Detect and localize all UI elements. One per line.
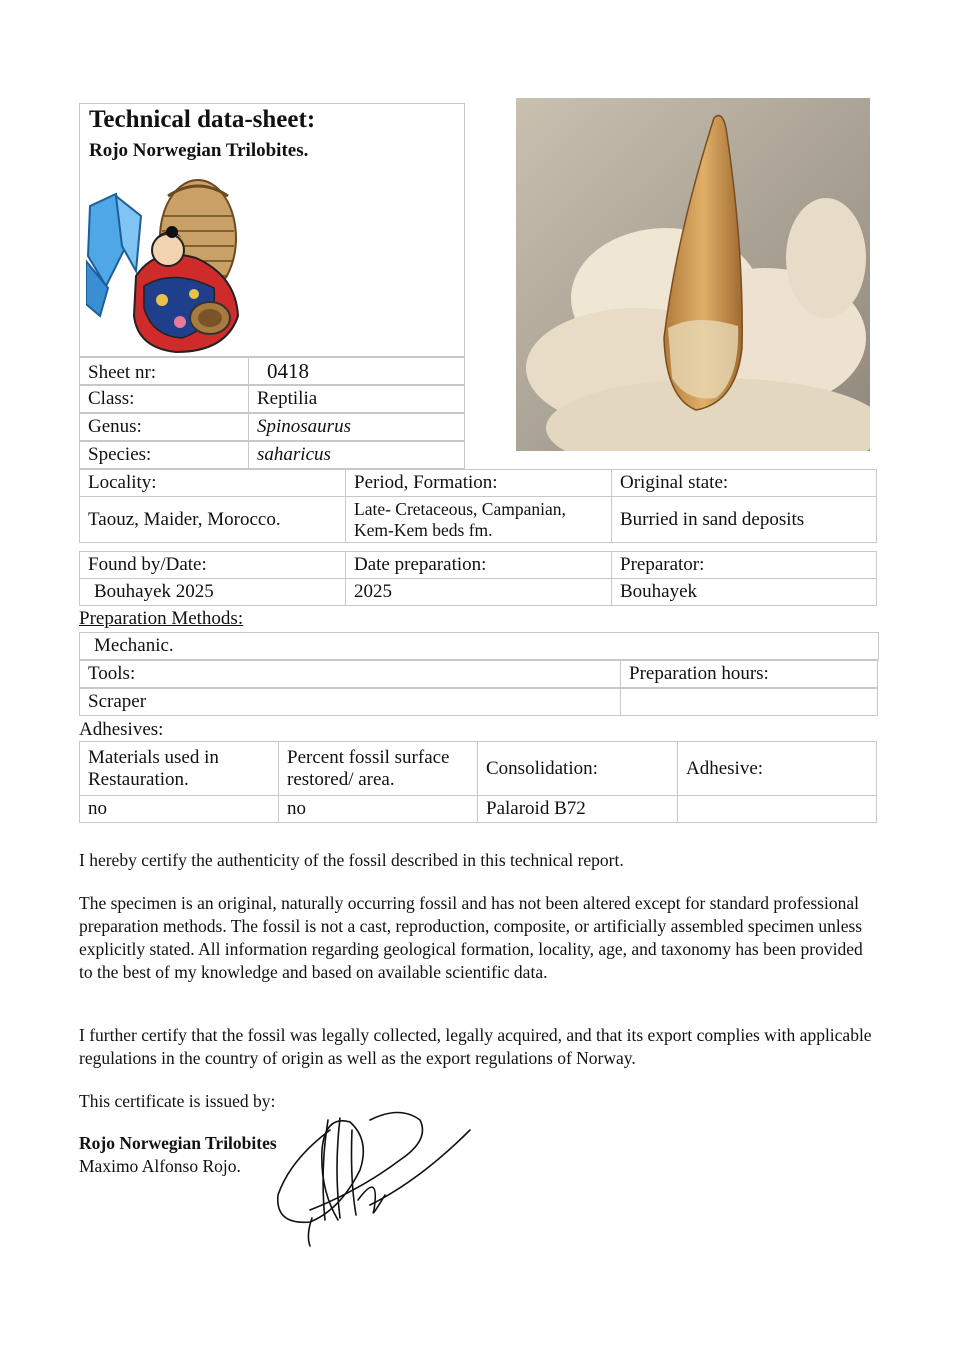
- period-value: [345, 496, 612, 543]
- species-label: Species:: [79, 441, 249, 469]
- class-label: Class:: [79, 385, 249, 413]
- document-title: Technical data-sheet:: [89, 106, 316, 133]
- document-subtitle: Rojo Norwegian Trilobites.: [89, 140, 309, 161]
- adhesive-col-materials-line-1: Materials used in: [88, 746, 219, 768]
- species-value: saharicus: [248, 441, 465, 469]
- prep-date-label: Date preparation:: [345, 551, 612, 579]
- period-value-line-2: Kem-Kem beds fm.: [354, 519, 493, 540]
- adhesive-val-consolidation: Palaroid B72: [477, 795, 678, 823]
- adhesive-val-adhesive: [677, 795, 877, 823]
- prep-date-value: 2025: [345, 578, 612, 606]
- state-value: Burried in sand deposits: [611, 496, 877, 543]
- certificate-paragraph-2: The specimen is an original, naturally occurring fossil and has not been altered except for standard professional preparation methods. The fossil is not a cast, reproduction, composite, or artificially assembled specimen unless explicitly stated. All information regarding geological formation, locality, age, and taxonomy has been provided to the best of my knowledge and based on available scientific data.: [79, 893, 863, 982]
- certificate-paragraph-3: I further certify that the fossil was legally collected, legally acquired, and that its export complies with applicable regulations in the country of origin as well as the export regulations of Norway.: [79, 1025, 872, 1068]
- hours-value: [620, 688, 878, 716]
- method-value: Mechanic.: [79, 632, 879, 660]
- tools-label: Tools:: [79, 660, 621, 688]
- period-value-line-1: Late- Cretaceous, Campanian,: [354, 498, 566, 519]
- locality-label: Locality:: [79, 469, 346, 497]
- adhesive-col-materials-line-2: Restauration.: [88, 768, 189, 790]
- certificate-paragraph-4: This certificate is issued by:: [79, 1091, 276, 1111]
- adhesives-heading: Adhesives:: [79, 719, 164, 740]
- sheet-nr-value: 0418: [248, 357, 465, 385]
- preparator-label: Preparator:: [611, 551, 877, 579]
- adhesive-col-percent: [278, 741, 478, 796]
- adhesive-col-materials: [79, 741, 279, 796]
- adhesive-col-adhesive: Adhesive:: [677, 741, 877, 796]
- class-value: Reptilia: [248, 385, 465, 413]
- adhesive-col-consolidation: Consolidation:: [477, 741, 678, 796]
- state-label: Original state:: [611, 469, 877, 497]
- adhesive-val-percent: no: [278, 795, 478, 823]
- found-label: Found by/Date:: [79, 551, 346, 579]
- sheet-nr-label: Sheet nr:: [79, 357, 249, 385]
- preparator-value: Bouhayek: [611, 578, 877, 606]
- adhesive-col-percent-line-1: Percent fossil surface: [287, 746, 450, 768]
- issuer-person: Maximo Alfonso Rojo.: [79, 1156, 241, 1176]
- adhesive-val-materials: no: [79, 795, 279, 823]
- handwritten-signature: [270, 1100, 480, 1250]
- genus-label: Genus:: [79, 413, 249, 441]
- certificate-paragraph-1: I hereby certify the authenticity of the fossil described in this technical report.: [79, 850, 624, 870]
- preparation-methods-heading: Preparation Methods:: [79, 608, 244, 629]
- hours-label: Preparation hours:: [620, 660, 878, 688]
- trilobite-samurai-logo: [86, 176, 246, 354]
- genus-value: Spinosaurus: [248, 413, 465, 441]
- period-label: Period, Formation:: [345, 469, 612, 497]
- spinosaurus-tooth-photo: [516, 98, 870, 451]
- found-value: Bouhayek 2025: [79, 578, 346, 606]
- adhesive-col-percent-line-2: restored/ area.: [287, 768, 395, 790]
- issuer-company: Rojo Norwegian Trilobites: [79, 1133, 277, 1153]
- tools-value: Scraper: [79, 688, 621, 716]
- locality-value: Taouz, Maider, Morocco.: [79, 496, 346, 543]
